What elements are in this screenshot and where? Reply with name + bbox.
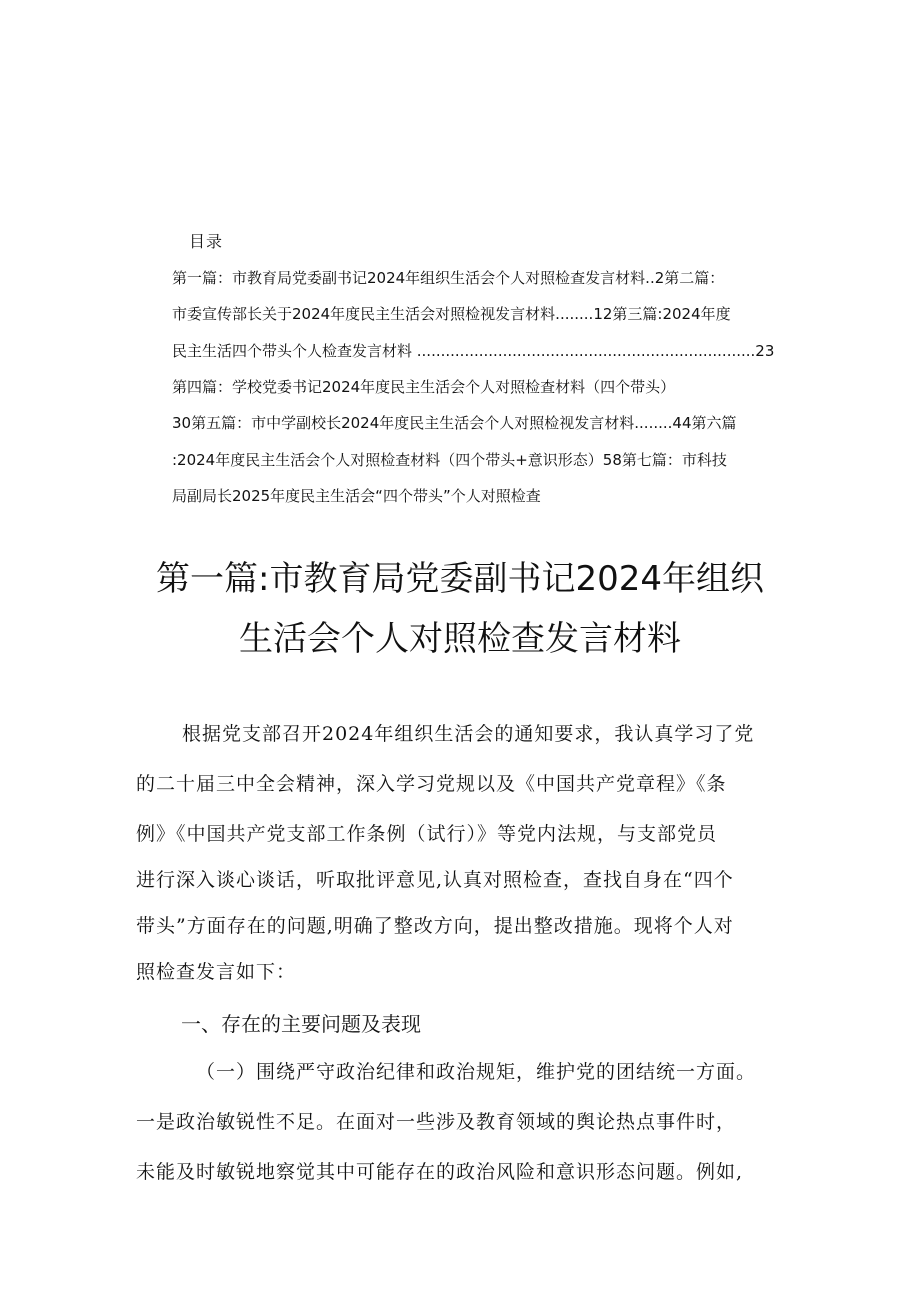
toc-line: 民主生活四个带头个人检查发言材料 .......................................................................23 <box>172 342 775 360</box>
chapter-heading-line-1: 第一篇:市教育局党委副书记2024年组织 <box>156 559 764 599</box>
section-heading: 一、存在的主要问题及表现 <box>181 1012 421 1036</box>
toc-line: 第一篇：市教育局党委副书记2024年组织生活会个人对照检查发言材料..2第二篇： <box>172 269 725 287</box>
intro-paragraph-line: 带头”方面存在的问题,明确了整改方向，提出整改措施。现将个人对 <box>136 915 734 937</box>
intro-paragraph-line: 的二十届三中全会精神，深入学习党规以及《中国共产党章程》《条 <box>136 773 727 795</box>
intro-paragraph-line: 进行深入谈心谈话，听取批评意见,认真对照检查，查找自身在“四个 <box>136 869 734 891</box>
toc-line: 市委宣传部长关于2024年度民主生活会对照检视发言材料........12第三篇:2024年度 <box>172 305 731 323</box>
toc-line: 30第五篇：市中学副校长2024年度民主生活会个人对照检视发言材料........44第六篇 <box>172 414 737 432</box>
chapter-heading-line-2: 生活会个人对照检查发言材料 <box>239 619 681 659</box>
intro-paragraph-line: 照检查发言如下： <box>136 961 297 983</box>
toc-line: :2024年度民主生活会个人对照检查材料（四个带头+意识形态）58第七篇：市科技 <box>172 451 727 469</box>
intro-paragraph-line: 根据党支部召开2024年组织生活会的通知要求，我认真学习了党 <box>182 723 755 745</box>
toc-line: 局副局长2025年度民主生活会“四个带头”个人对照检查 <box>172 487 541 505</box>
body-paragraph-line: （一）围绕严守政治纪律和政治规矩，维护党的团结统一方面。 <box>196 1061 757 1083</box>
body-paragraph-line: 一是政治敏锐性不足。在面对一些涉及教育领域的舆论热点事件时， <box>136 1111 737 1133</box>
toc-line: 第四篇：学校党委书记2024年度民主生活会个人对照检查材料（四个带头） <box>172 378 676 396</box>
intro-paragraph-line: 例》《中国共产党支部工作条例（试行）》等党内法规，与支部党员 <box>136 823 718 845</box>
toc-title: 目录 <box>189 232 224 251</box>
body-paragraph-line: 未能及时敏锐地察觉其中可能存在的政治风险和意识形态问题。例如, <box>136 1161 744 1183</box>
